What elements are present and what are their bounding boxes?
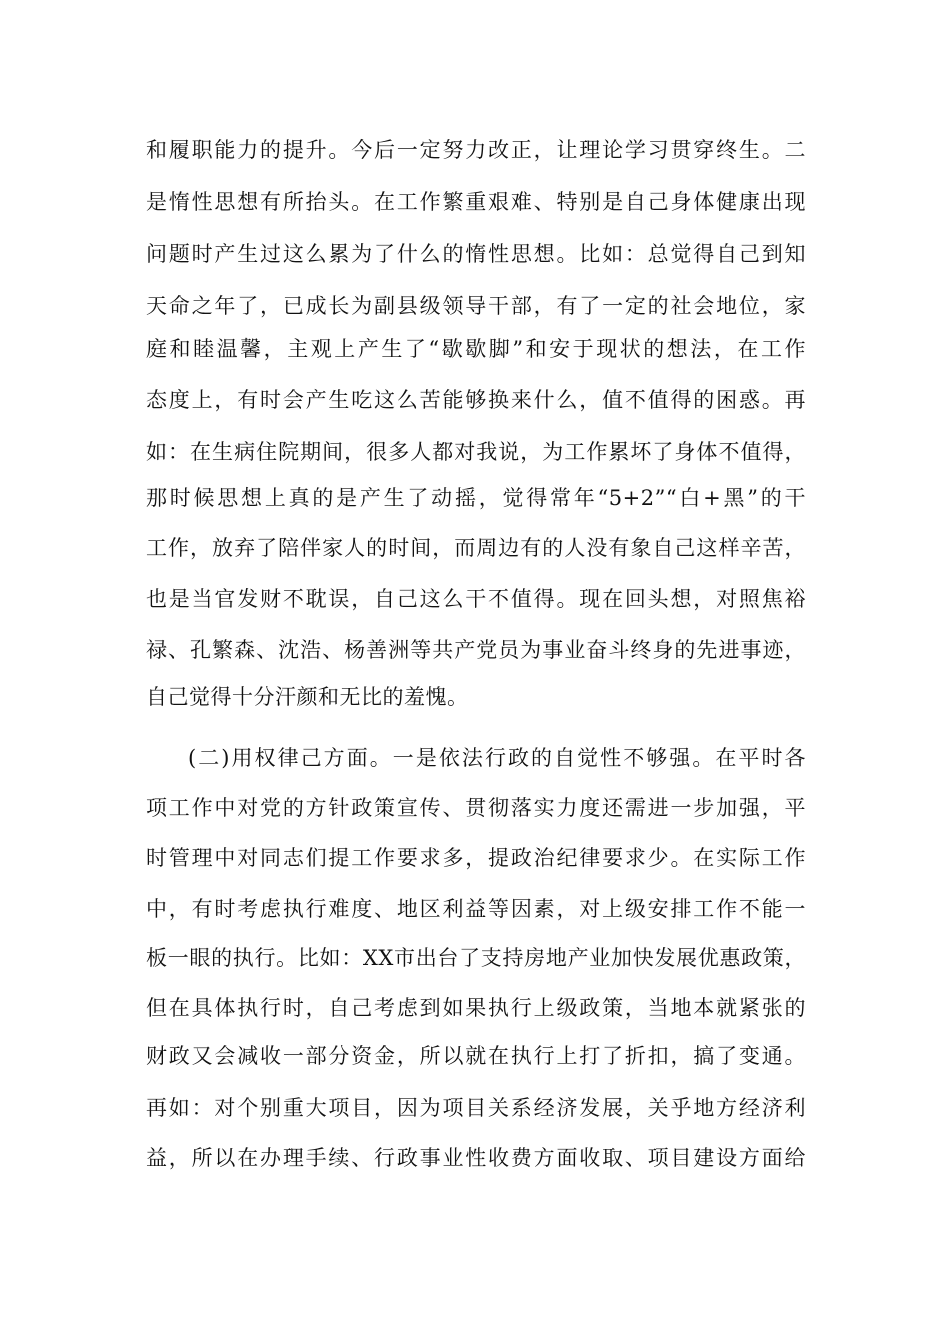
text-line: 工作，放弃了陪伴家人的时间，而周边有的人没有象自己这样辛苦， [146, 536, 806, 560]
text-line: 那时候思想上真的是产生了动摇，觉得常年“5+2”“白+黑”的干 [146, 486, 806, 510]
text-line: 和履职能力的提升。今后一定努力改正，让理论学习贯穿终生。二 [146, 138, 806, 162]
text-line: 中，有时考虑执行难度、地区利益等因素，对上级安排工作不能一 [146, 897, 806, 921]
text-line: 也是当官发财不耽误，自己这么干不值得。现在回头想，对照焦裕 [146, 587, 806, 611]
text-line: 是惰性思想有所抬头。在工作繁重艰难、特别是自己身体健康出现 [146, 190, 806, 214]
text-line: 如：在生病住院期间，很多人都对我说，为工作累坏了身体不值得， [146, 440, 806, 464]
text-line: 但在具体执行时，自己考虑到如果执行上级政策，当地本就紧张的 [146, 996, 806, 1020]
text-line: 自己觉得十分汗颜和无比的羞愧。 [146, 685, 469, 709]
text-line: 禄、孔繁森、沈浩、杨善洲等共产党员为事业奋斗终身的先进事迹， [146, 638, 806, 662]
text-line: 益，所以在办理手续、行政事业性收费方面收取、项目建设方面给 [146, 1146, 806, 1170]
text-line: 板一眼的执行。比如：XX市出台了支持房地产业加快发展优惠政策， [146, 946, 806, 970]
text-line: (二)用权律己方面。一是依法行政的自觉性不够强。在平时各 [188, 746, 806, 770]
text-line: 问题时产生过这么累为了什么的惰性思想。比如：总觉得自己到知 [146, 242, 806, 266]
text-line: 庭和睦温馨，主观上产生了“歇歇脚”和安于现状的想法，在工作 [146, 337, 806, 361]
text-line: 项工作中对党的方针政策宣传、贯彻落实力度还需进一步加强，平 [146, 796, 806, 820]
text-line: 时管理中对同志们提工作要求多，提政治纪律要求少。在实际工作 [146, 846, 806, 870]
text-line: 财政又会减收一部分资金，所以就在执行上打了折扣，搞了变通。 [146, 1044, 806, 1068]
text-line: 再如：对个别重大项目，因为项目关系经济发展，关乎地方经济利 [146, 1096, 806, 1120]
text-line: 态度上，有时会产生吃这么苦能够换来什么，值不值得的困惑。再 [146, 388, 806, 412]
text-line: 天命之年了，已成长为副县级领导干部，有了一定的社会地位，家 [146, 294, 806, 318]
